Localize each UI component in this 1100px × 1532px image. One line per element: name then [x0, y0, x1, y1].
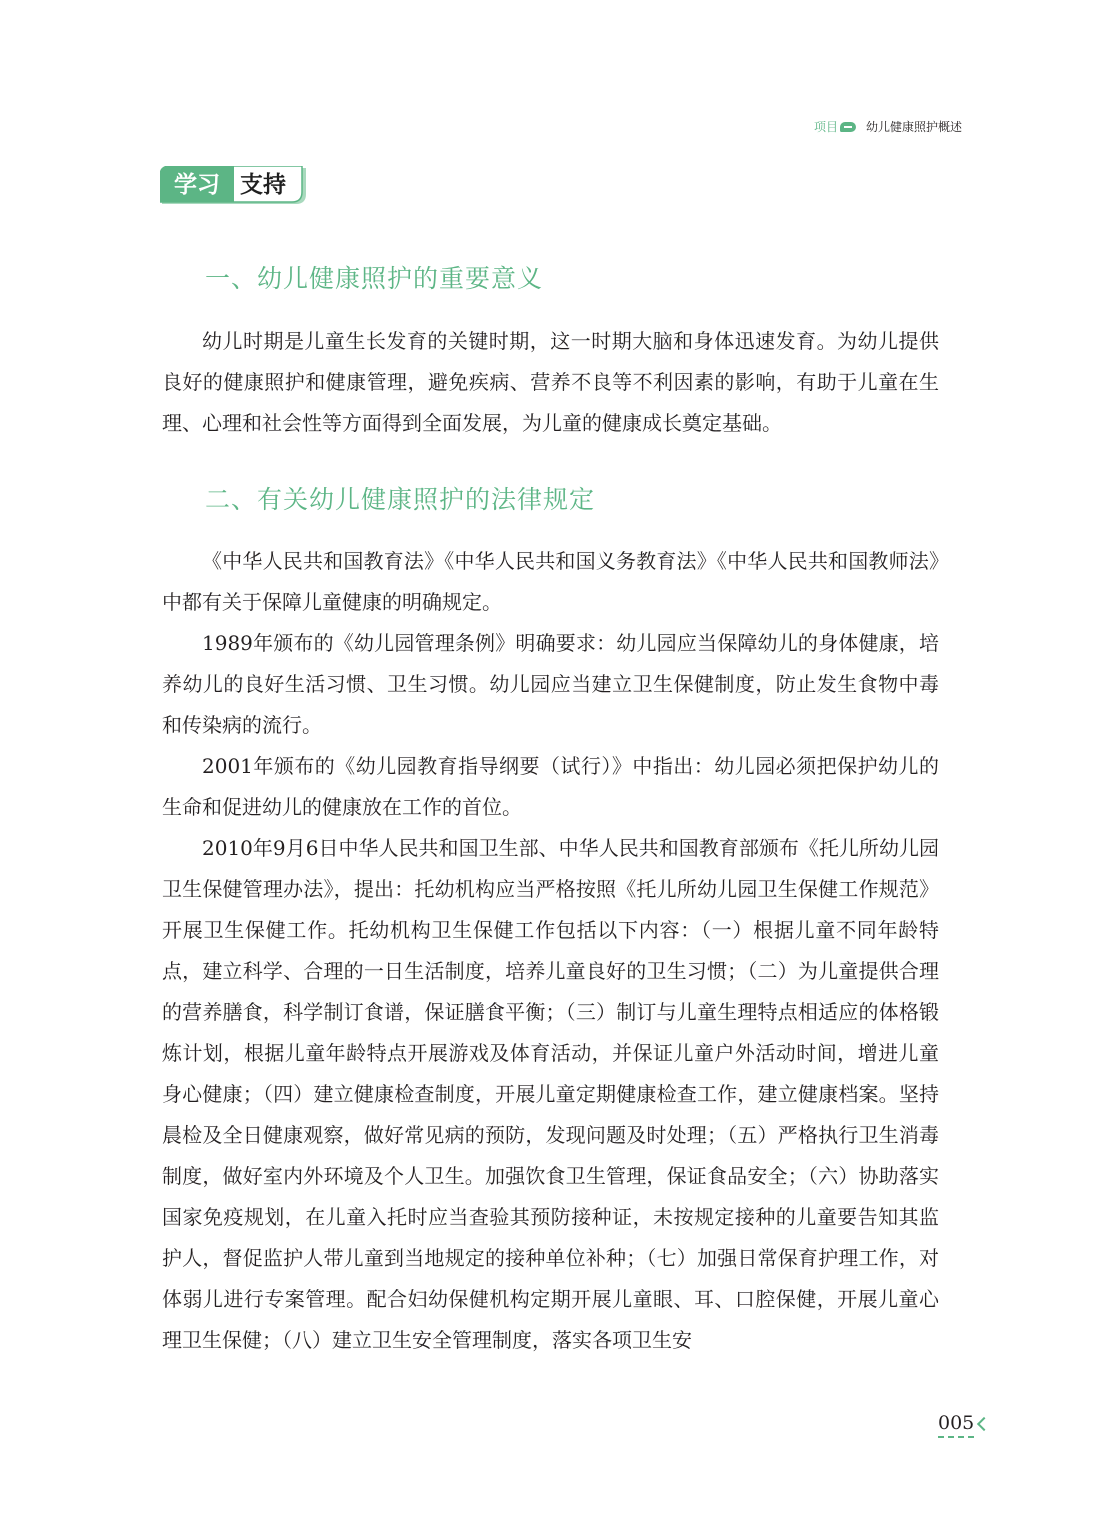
- badge-text-support: 支持: [240, 171, 286, 198]
- section-heading-1: 一、幼儿健康照护的重要意义: [205, 264, 544, 293]
- learning-support-badge: [160, 166, 310, 208]
- page-footer: [938, 1412, 989, 1438]
- page-number: 005: [938, 1412, 974, 1438]
- section-heading-2: 二、有关幼儿健康照护的法律规定: [205, 485, 596, 514]
- chapter-title: 幼儿健康照护概述: [865, 120, 962, 134]
- project-number-icon: [840, 122, 856, 132]
- paragraph: 《中华人民共和国教育法》《中华人民共和国义务教育法》《中华人民共和国教师法》中都有关于保障儿童健康的明确规定。: [162, 549, 939, 614]
- chevron-left-icon: [977, 1417, 991, 1431]
- paragraph: 2001年颁布的《幼儿园教育指导纲要（试行）》中指出：幼儿园必须把保护幼儿的生命和促进幼儿的健康放在工作的首位。: [162, 754, 939, 819]
- paragraph: 1989年颁布的《幼儿园管理条例》明确要求：幼儿园应当保障幼儿的身体健康，培养幼儿的良好生活习惯、卫生习惯。幼儿园应当建立卫生保健制度，防止发生食物中毒和传染病的流行。: [162, 631, 939, 737]
- project-label: 项目: [813, 120, 838, 134]
- running-head: [814, 118, 962, 135]
- paragraph: 2010年9月6日中华人民共和国卫生部、中华人民共和国教育部颁布《托儿所幼儿园卫生保健管理办法》，提出：托幼机构应当严格按照《托儿所幼儿园卫生保健工作规范》开展卫生保健工作。托幼机构卫生保健工作包括以下内容：（一）根据儿童不同年龄特点，建立科学、合理的一日生活制度，培养儿童良好的卫生习惯；（二）为儿童提供合理的营养膳食，科学制订食谱，保证膳食平衡；（三）制订与儿童生理特点相适应的体格锻炼计划，根据儿童年龄特点开展游戏及体育活动，并保证儿童户外活动时间，增进儿童身心健康；（四）建立健康检查制度，开展儿童定期健康检查工作，建立健康档案。坚持晨检及全日健康观察，做好常见病的预防，发现问题及时处理；（五）严格执行卫生消毒制度，做好室内外环境及个人卫生。加强饮食卫生管理，保证食品安全；（六）协助落实国家免疫规划，在儿童入托时应当查验其预防接种证，未按规定接种的儿童要告知其监护人，督促监护人带儿童到当地规定的接种单位补种；（七）加强日常保育护理工作，对体弱儿进行专案管理。配合妇幼保健机构定期开展儿童眼、耳、口腔保健，开展儿童心理卫生保健；（八）建立卫生安全管理制度，落实各项卫生安: [162, 836, 939, 1352]
- badge-text-learning: 学习: [174, 171, 220, 198]
- paragraph: 幼儿时期是儿童生长发育的关键时期，这一时期大脑和身体迅速发育。为幼儿提供良好的健康照护和健康管理，避免疾病、营养不良等不利因素的影响，有助于儿童在生理、心理和社会性等方面得到全面发展，为儿童的健康成长奠定基础。: [162, 329, 939, 435]
